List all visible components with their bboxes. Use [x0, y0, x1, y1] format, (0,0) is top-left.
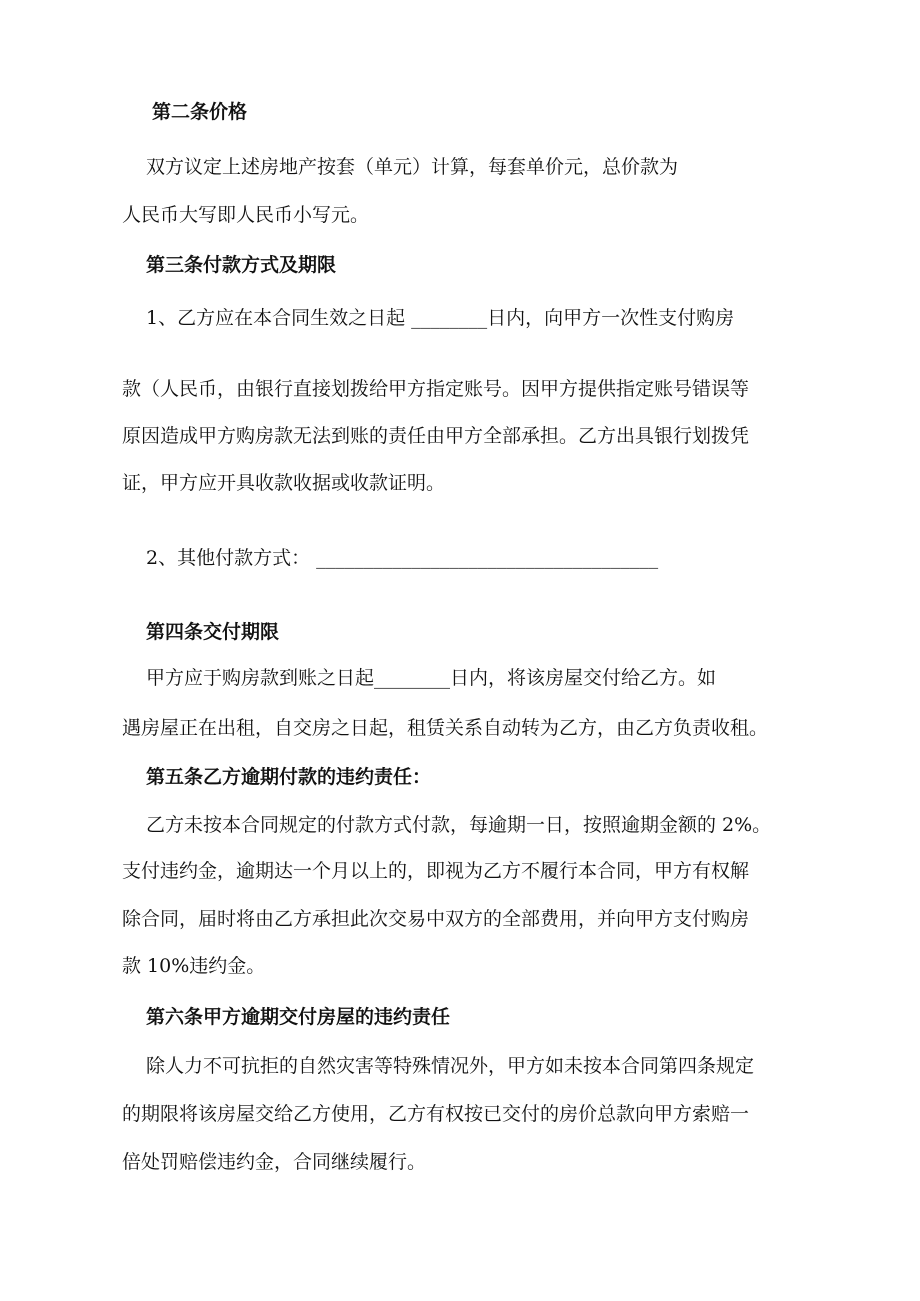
article5-heading: 第五条乙方逾期付款的违约责任： [146, 766, 432, 788]
article2-line-1: 双方议定上述房地产按套（单元）计算，每套单价元，总价款为 [146, 156, 679, 178]
article5-line-3: 除合同，届时将由乙方承担此次交易中双方的全部费用，并向甲方支付购房 [122, 908, 750, 930]
article5-line-2: 支付违约金，逾期达一个月以上的，即视为乙方不履行本合同，甲方有权解 [122, 860, 750, 882]
article2-heading: 第二条价格 [152, 101, 248, 123]
article3-item1-line-4: 证，甲方应开具收款收据或收款证明。 [122, 472, 446, 494]
article3-heading: 第三条付款方式及期限 [146, 254, 337, 276]
article5-line-4: 款 10%违约金。 [122, 955, 266, 977]
article6-line-1: 除人力不可抗拒的自然灾害等特殊情况外，甲方如未按本合同第四条规定 [146, 1055, 755, 1077]
article3-item2: 2、其他付款方式： ____________________________________ [146, 547, 659, 569]
article4-line-2: 遇房屋正在出租，自交房之日起，租赁关系自动转为乙方，由乙方负责收租。 [122, 717, 769, 739]
article6-line-3: 倍处罚赔偿违约金，合同继续履行。 [122, 1151, 427, 1173]
article2-line-2: 人民币大写即人民币小写元。 [122, 204, 370, 226]
article3-item1-line-1: 1、乙方应在本合同生效之日起 ________日内，向甲方一次性支付购房 [146, 307, 735, 329]
article5-line-1: 乙方未按本合同规定的付款方式付款，每逾期一日，按照逾期金额的 2%。 [146, 814, 772, 836]
article3-item1-line-2: 款（人民币，由银行直接划拨给甲方指定账号。因甲方提供指定账号错误等 [122, 378, 750, 400]
article4-line-1: 甲方应于购房款到账之日起________日内，将该房屋交付给乙方。如 [146, 667, 717, 689]
article6-heading: 第六条甲方逾期交付房屋的违约责任 [146, 1006, 451, 1028]
article6-line-2: 的期限将该房屋交给乙方使用，乙方有权按已交付的房价总款向甲方索赔一 [122, 1103, 750, 1125]
article3-item1-line-3: 原因造成甲方购房款无法到账的责任由甲方全部承担。乙方出具银行划拨凭 [122, 425, 750, 447]
article4-heading: 第四条交付期限 [146, 621, 280, 643]
